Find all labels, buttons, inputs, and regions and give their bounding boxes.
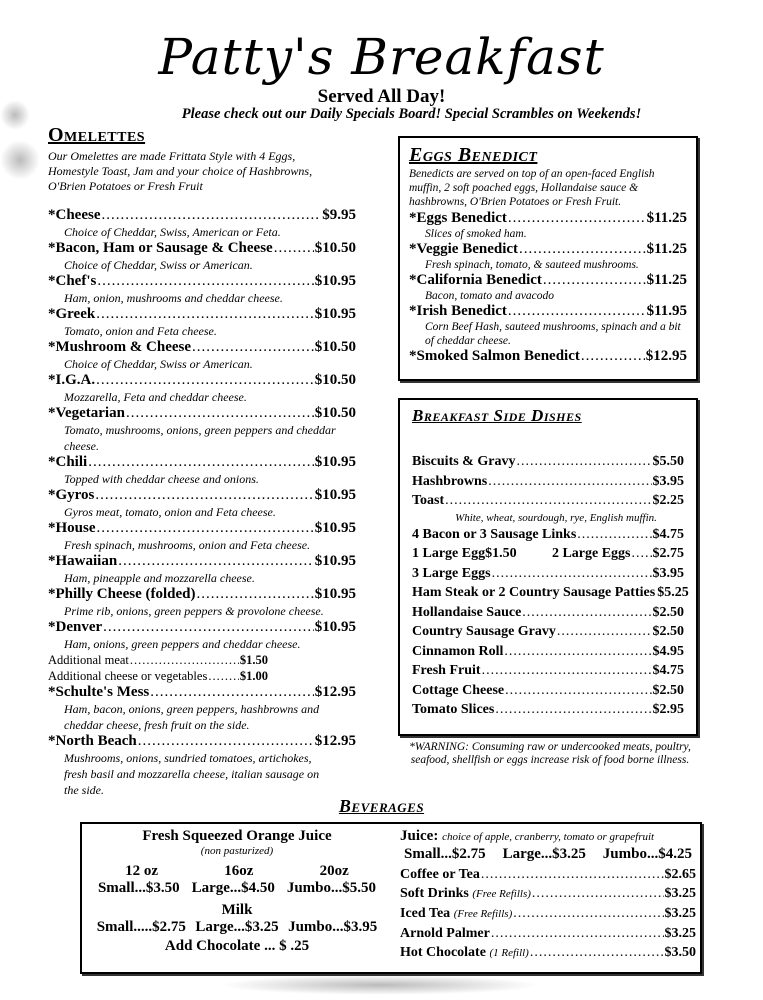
leader-dots bbox=[192, 339, 314, 356]
item-description: Corn Beef Hash, sauteed mushrooms, spinach and a bit of cheddar cheese. bbox=[425, 321, 681, 347]
drink-name: Arnold Palmer bbox=[400, 926, 490, 941]
leader-dots bbox=[445, 491, 651, 511]
item-price: $2.25 bbox=[652, 493, 684, 508]
decorative-splash bbox=[0, 140, 40, 180]
side-row bbox=[412, 491, 684, 511]
menu-item bbox=[48, 619, 356, 652]
drink-row bbox=[400, 924, 696, 943]
drink-price: $3.25 bbox=[664, 926, 696, 941]
drink-price: $2.65 bbox=[664, 867, 696, 882]
item-description: Gyros meat, tomato, onion and Feta cheese. bbox=[64, 505, 276, 519]
side-row bbox=[412, 564, 684, 584]
item-description: Fresh spinach, mushrooms, onion and Feta cheese. bbox=[64, 538, 311, 552]
menu-item bbox=[48, 586, 356, 619]
menu-item bbox=[48, 520, 356, 553]
milk-price: Large...$3.25 bbox=[195, 919, 279, 935]
item-price: $2.95 bbox=[652, 702, 684, 717]
juice-price: Small...$2.75 bbox=[404, 846, 486, 862]
item-price: $10.50 bbox=[314, 240, 356, 256]
extra-row bbox=[48, 668, 268, 684]
menu-item bbox=[48, 306, 356, 339]
menu-item-row bbox=[48, 684, 356, 701]
item-name: *Eggs Benedict bbox=[409, 210, 507, 226]
menu-item bbox=[48, 487, 356, 520]
item-description: Choice of Cheddar, Swiss, American or Feta. bbox=[64, 225, 281, 239]
menu-item-row bbox=[409, 272, 687, 289]
item-description: Choice of Cheddar, Swiss or American. bbox=[64, 258, 253, 272]
juice-note: choice of apple, cranberry, tomato or grapefruit bbox=[442, 831, 655, 843]
drink-name: Hot Chocolate bbox=[400, 945, 486, 960]
item-name: *California Benedict bbox=[409, 272, 542, 288]
leader-dots bbox=[508, 210, 646, 227]
item-description: Fresh spinach, tomato, & sauteed mushrooms. bbox=[425, 259, 639, 271]
item-price: $11.95 bbox=[646, 303, 687, 319]
menu-item-row bbox=[48, 372, 356, 389]
leader-dots bbox=[530, 943, 664, 962]
drink-name: Iced Tea bbox=[400, 906, 451, 921]
menu-item-row bbox=[409, 210, 687, 227]
item-name: Hashbrowns bbox=[412, 473, 488, 489]
menu-item bbox=[48, 273, 356, 306]
side-dishes-box bbox=[398, 398, 698, 736]
omelettes-intro: Our Omelettes are made Frittata Style with 4 Eggs, Homestyle Toast, Jam and your choice of Hashbrowns, O'Brien Potatoes or Fresh Fruit bbox=[48, 149, 313, 193]
oj-size: 12 oz bbox=[125, 863, 159, 879]
leader-dots bbox=[543, 272, 646, 289]
item-price: $10.95 bbox=[314, 306, 356, 322]
menu-item bbox=[48, 240, 356, 273]
item-price: $10.50 bbox=[314, 405, 356, 421]
drinks-block bbox=[400, 828, 696, 963]
omelettes-heading: Omelettes bbox=[48, 124, 146, 146]
oj-price: Large...$4.50 bbox=[191, 880, 275, 896]
item-name: *Chili bbox=[48, 454, 88, 470]
item-price: $2.50 bbox=[652, 604, 684, 620]
drink-price: $3.25 bbox=[664, 906, 696, 921]
item-description: Tomato, mushrooms, onions, green peppers and cheddar cheese. bbox=[64, 423, 336, 453]
drink-price: $3.25 bbox=[664, 886, 696, 901]
item-price: $1.50 bbox=[485, 546, 517, 561]
item-price: $5.50 bbox=[652, 454, 684, 469]
drink-note: (1 Refill) bbox=[489, 947, 529, 959]
menu-item-row bbox=[48, 454, 356, 471]
leader-dots bbox=[577, 525, 651, 545]
milk-price: Jumbo...$3.95 bbox=[288, 919, 378, 935]
item-name: *Hawaiian bbox=[48, 553, 118, 569]
item-price: $9.95 bbox=[322, 207, 356, 223]
item-description: Mushrooms, onions, sundried tomatoes, artichokes, fresh basil and mozzarella cheese, italian sausage on the side. bbox=[64, 751, 320, 797]
side-row bbox=[412, 583, 689, 603]
benedict-heading: Eggs Benedict bbox=[409, 144, 538, 166]
item-price: $5.25 bbox=[657, 585, 689, 600]
leader-dots bbox=[532, 884, 664, 903]
decorative-splash bbox=[220, 975, 540, 995]
oj-price: Small...$3.50 bbox=[97, 880, 180, 896]
juice-label: Juice: bbox=[400, 828, 439, 844]
item-price: $10.95 bbox=[314, 553, 356, 569]
item-price: $3.95 bbox=[652, 565, 684, 581]
menu-item bbox=[48, 454, 356, 487]
item-name: Hollandaise Sauce bbox=[412, 604, 522, 620]
item-price: $12.95 bbox=[645, 348, 687, 364]
leader-dots bbox=[118, 553, 314, 570]
item-description: Ham, onion, mushrooms and cheddar cheese. bbox=[64, 291, 283, 305]
leader-dots bbox=[97, 273, 313, 290]
side-row bbox=[412, 642, 684, 662]
item-description: Slices of smoked ham. bbox=[425, 228, 527, 240]
leader-dots bbox=[97, 520, 314, 537]
item-name: *Schulte's Mess bbox=[48, 684, 150, 700]
menu-item-row bbox=[409, 303, 687, 320]
menu-item bbox=[48, 339, 356, 372]
menu-item bbox=[409, 210, 687, 241]
drink-row bbox=[400, 865, 696, 884]
juice-price: Large...$3.25 bbox=[502, 846, 586, 862]
leader-dots bbox=[130, 652, 239, 668]
served-all-day: Served All Day! bbox=[317, 86, 446, 107]
item-price: $11.25 bbox=[646, 272, 687, 288]
item-price: $10.95 bbox=[314, 454, 356, 470]
item-price: $10.95 bbox=[314, 273, 356, 289]
item-description: Ham, onions, green peppers and cheddar cheese. bbox=[64, 637, 301, 651]
side-row bbox=[412, 525, 684, 545]
menu-item-row bbox=[48, 405, 356, 422]
leader-dots bbox=[516, 452, 651, 472]
drink-price: $3.50 bbox=[664, 945, 696, 960]
leader-dots bbox=[482, 661, 652, 681]
item-price: $2.75 bbox=[652, 546, 684, 561]
item-name: 3 Large Eggs bbox=[412, 565, 491, 581]
item-name: *I.G.A. bbox=[48, 372, 96, 388]
item-name: *Irish Benedict bbox=[409, 303, 507, 319]
item-description: Ham, pineapple and mozzarella cheese. bbox=[64, 571, 255, 585]
menu-item bbox=[409, 272, 687, 303]
item-name: *Bacon, Ham or Sausage & Cheese bbox=[48, 240, 273, 256]
extra-name: Additional cheese or vegetables bbox=[48, 669, 208, 683]
item-price: $4.75 bbox=[652, 526, 684, 542]
leader-dots bbox=[126, 405, 314, 422]
drink-name: Coffee or Tea bbox=[400, 867, 480, 882]
item-name: *Cheese bbox=[48, 207, 101, 223]
item-description: White, wheat, sourdough, rye, English muffin. bbox=[455, 511, 657, 524]
leader-dots bbox=[492, 564, 652, 584]
side-row bbox=[412, 622, 684, 642]
item-description: Bacon, tomato and avacodo bbox=[425, 290, 555, 302]
leader-dots bbox=[208, 668, 239, 684]
drink-name: Soft Drinks bbox=[400, 886, 469, 901]
juice-price: Jumbo...$4.25 bbox=[602, 846, 692, 862]
item-price: $3.95 bbox=[652, 473, 684, 489]
leader-dots bbox=[508, 303, 646, 320]
item-name: *Gyros bbox=[48, 487, 95, 503]
item-name: Fresh Fruit bbox=[412, 663, 481, 678]
item-price: $10.95 bbox=[314, 487, 356, 503]
item-description: Tomato, onion and Feta cheese. bbox=[64, 324, 217, 338]
extra-price: $1.50 bbox=[239, 653, 268, 667]
item-description: Mozzarella, Feta and cheddar cheese. bbox=[64, 390, 247, 404]
menu-item bbox=[48, 372, 356, 405]
item-name: *Denver bbox=[48, 619, 103, 635]
menu-item bbox=[409, 348, 687, 365]
item-price: $2.50 bbox=[652, 682, 684, 698]
extra-row bbox=[48, 652, 268, 668]
menu-item bbox=[48, 733, 356, 798]
leader-dots bbox=[138, 733, 314, 750]
menu-item bbox=[48, 684, 356, 733]
leader-dots bbox=[491, 924, 664, 943]
item-name: Country Sausage Gravy bbox=[412, 624, 556, 639]
menu-item-row bbox=[48, 619, 356, 636]
leader-dots bbox=[481, 865, 664, 884]
menu-item-row bbox=[48, 586, 356, 603]
eggs-benedict-box bbox=[398, 136, 698, 381]
leader-dots bbox=[274, 240, 314, 257]
leader-dots bbox=[632, 544, 652, 564]
item-price: $10.95 bbox=[314, 619, 356, 635]
menu-item-row bbox=[48, 339, 356, 356]
item-name: Tomato Slices bbox=[412, 702, 495, 717]
leader-dots bbox=[96, 306, 314, 323]
drink-row bbox=[400, 884, 696, 904]
item-price: $4.95 bbox=[652, 643, 684, 659]
item-name: Cinnamon Roll bbox=[412, 643, 504, 659]
item-name: *Mushroom & Cheese bbox=[48, 339, 192, 355]
menu-item-row bbox=[48, 306, 356, 323]
item-name: *Philly Cheese (folded) bbox=[48, 586, 196, 602]
item-name: *Greek bbox=[48, 306, 96, 322]
item-price: $11.25 bbox=[646, 210, 687, 226]
menu-item-row bbox=[409, 348, 687, 365]
milk-title: Milk bbox=[221, 902, 253, 918]
item-name: *Chef's bbox=[48, 273, 97, 289]
item-name: Toast bbox=[412, 493, 445, 508]
leader-dots bbox=[581, 348, 645, 365]
item-price: $10.95 bbox=[314, 520, 356, 536]
leader-dots bbox=[513, 904, 663, 923]
leader-dots bbox=[150, 684, 314, 701]
drink-row bbox=[400, 943, 696, 963]
leader-dots bbox=[557, 622, 652, 642]
leader-dots bbox=[197, 586, 314, 603]
item-price: $2.50 bbox=[652, 624, 684, 639]
item-price: $12.95 bbox=[314, 684, 356, 700]
item-name: *Smoked Salmon Benedict bbox=[409, 348, 580, 364]
item-description: Prime rib, onions, green peppers & provolone cheese. bbox=[64, 604, 324, 618]
item-description: Choice of Cheddar, Swiss or American. bbox=[64, 357, 253, 371]
item-price: $11.25 bbox=[646, 241, 687, 257]
item-description: Ham, bacon, onions, green peppers, hashbrowns and cheddar cheese, fresh fruit on the side. bbox=[64, 702, 320, 732]
leader-dots bbox=[505, 681, 651, 701]
menu-item bbox=[409, 241, 687, 272]
leader-dots bbox=[495, 700, 651, 720]
menu-item-row bbox=[48, 240, 356, 257]
specials-note: Please check out our Daily Specials Board! Special Scrambles on Weekends! bbox=[181, 106, 642, 122]
item-description: Topped with cheddar cheese and onions. bbox=[64, 472, 259, 486]
item-name: 4 Bacon or 3 Sausage Links bbox=[412, 526, 577, 542]
menu-item bbox=[48, 405, 356, 454]
leader-dots bbox=[522, 603, 651, 623]
food-warning: *WARNING: Consuming raw or undercooked meats, poultry, seafood, shellfish or eggs increase risk of food borne illness. bbox=[409, 741, 691, 766]
item-name: 2 Large Eggs bbox=[551, 546, 631, 561]
menu-item-row bbox=[409, 241, 687, 258]
add-chocolate: Add Chocolate ... $ .25 bbox=[164, 938, 310, 954]
extra-price: $1.00 bbox=[239, 669, 268, 683]
leader-dots bbox=[102, 207, 322, 224]
menu-item bbox=[48, 553, 356, 586]
beverages-heading: Beverages bbox=[338, 796, 425, 816]
leader-dots bbox=[504, 642, 651, 662]
benedict-intro: Benedicts are served on top of an open-faced English muffin, 2 soft poached eggs, Hollandaise sauce & hashbrowns, O'Brien Potatoes or Fresh Fruit. bbox=[409, 168, 655, 208]
oj-size: 16oz bbox=[224, 863, 254, 879]
menu-item bbox=[48, 207, 356, 240]
milk-price: Small.....$2.75 bbox=[96, 919, 186, 935]
side-row bbox=[412, 661, 684, 681]
oj-price: Jumbo...$5.50 bbox=[286, 880, 376, 896]
leader-dots bbox=[96, 372, 314, 389]
item-name: Biscuits & Gravy bbox=[412, 454, 516, 469]
oj-note: (non pasturized) bbox=[200, 845, 274, 857]
extra-name: Additional meat bbox=[48, 653, 129, 667]
item-name: *House bbox=[48, 520, 96, 536]
item-name: Cottage Cheese bbox=[412, 682, 505, 698]
side-row bbox=[412, 700, 684, 720]
menu-item bbox=[409, 303, 687, 348]
item-price: $12.95 bbox=[314, 733, 356, 749]
drink-note: (Free Refills) bbox=[453, 908, 513, 920]
item-price: $10.50 bbox=[314, 339, 356, 355]
orange-juice-block bbox=[92, 828, 382, 955]
leader-dots bbox=[88, 454, 314, 471]
menu-item-row bbox=[48, 487, 356, 504]
sides-heading: Breakfast Side Dishes bbox=[412, 406, 582, 425]
drink-row bbox=[400, 904, 696, 924]
side-row bbox=[412, 681, 684, 701]
menu-item-row bbox=[48, 273, 356, 290]
oj-size: 20oz bbox=[319, 863, 349, 879]
side-row bbox=[412, 472, 684, 492]
item-name: *North Beach bbox=[48, 733, 137, 749]
item-price: $10.50 bbox=[314, 372, 356, 388]
side-row bbox=[412, 603, 684, 623]
omelettes-section bbox=[48, 124, 356, 798]
leader-dots bbox=[95, 487, 313, 504]
item-name: *Veggie Benedict bbox=[409, 241, 519, 257]
oj-title: Fresh Squeezed Orange Juice bbox=[142, 828, 332, 844]
item-name: Ham Steak or 2 Country Sausage Patties bbox=[412, 585, 656, 600]
menu-item-row bbox=[48, 553, 356, 570]
item-price: $10.95 bbox=[314, 586, 356, 602]
menu-item-row bbox=[48, 520, 356, 537]
side-row bbox=[412, 544, 684, 564]
restaurant-title: Patty's Breakfast bbox=[158, 28, 605, 86]
menu-item-row bbox=[48, 733, 356, 750]
item-price: $4.75 bbox=[652, 663, 684, 678]
leader-dots bbox=[519, 241, 646, 258]
beverages-box bbox=[80, 822, 702, 974]
drink-note: (Free Refills) bbox=[472, 888, 531, 900]
side-row bbox=[412, 452, 684, 472]
menu-item-row bbox=[48, 207, 356, 224]
item-name: 1 Large Egg bbox=[412, 546, 486, 561]
item-name: *Vegetarian bbox=[48, 405, 125, 421]
leader-dots bbox=[103, 619, 314, 636]
leader-dots bbox=[488, 472, 651, 492]
